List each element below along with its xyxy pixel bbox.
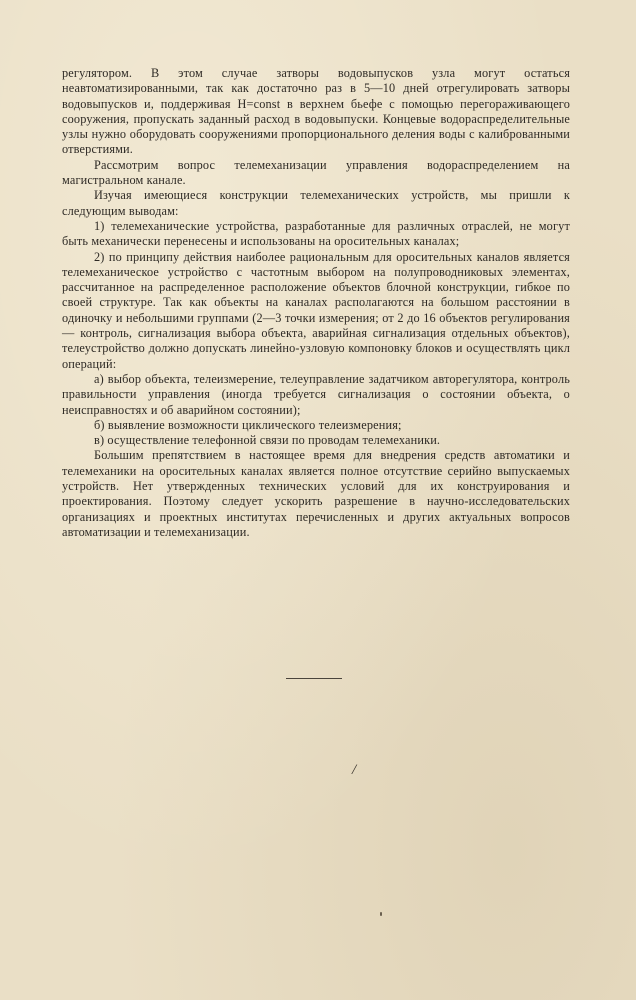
paragraph-conclusions-intro: Изучая имеющиеся конструкции телемеханических устройств, мы пришли к следующим выводам: — [62, 188, 570, 218]
footer-mark: / — [352, 762, 357, 778]
paragraph-conclusion-1: 1) телемеханические устройства, разработанные для различных отраслей, не могут быть механически перенесены и использованы на оросительных каналах; — [62, 218, 570, 249]
paper-speck — [380, 912, 382, 916]
paragraph-operation-c: в) осуществление телефонной связи по проводам телемеханики. — [94, 433, 441, 448]
body-text — [62, 66, 570, 540]
section-divider — [286, 678, 342, 679]
paragraph-telemechanization-topic: Рассмотрим вопрос телемеханизации управления водораспределением на магистральном канале. — [62, 157, 570, 188]
paragraph-operation-b: б) выявление возможности циклического телеизмерения; — [94, 417, 402, 432]
paragraph-operation-a: а) выбор объекта, телеизмерение, телеуправление задатчиком авторегулятора, контроль правильности управления (иногда требуется сигнализация о состоянии объекта, о неисправностях и об аварийном состоянии); — [62, 371, 570, 417]
paragraph-obstacles: Большим препятствием в настоящее время для внедрения средств автоматики и телемеханики на оросительных каналах является полное отсутствие серийно выпускаемых устройств. Нет утвержденных технических условий для их конструирования и проектирования. Поэтому следует ускорить разрешение в научно-исследовательских организациях и проектных институтах перечисленных и других актуальных вопросов автоматизации и телемеханизации. — [62, 448, 570, 539]
paragraph-regulator: регулятором. В этом случае затворы водовыпусков узла могут остаться неавтоматизированными, так как достаточно раз в 5—10 дней отрегулировать затворы водовыпусков и, поддерживая H=const в верхнем бьефе с помощью перегораживающего сооружения, пропускать заданный расход в водовыпуски. Концевые водораспределительные узлы нужно оборудовать сооружениями пропорционального деления воды с калиброванными отверстиями. — [62, 66, 570, 157]
paragraph-conclusion-2: 2) по принципу действия наиболее рациональным для оросительных каналов является телемеханическое устройство с частотным выбором на полупроводниковых элементах, рассчитанное на распределенное расположение объектов блочной конструкции, гибкое по своей структуре. Так как объекты на каналах располагаются на большом расстоянии в одиночку и небольшими группами (2—3 точки измерения; от 2 до 16 объектов регулирования — контроль, сигнализация выбора объекта, аварийная сигнализация отдельных объектов), телеустройство должно допускать линейно-узловую компоновку блоков и осуществлять цикл операций: — [62, 249, 570, 371]
